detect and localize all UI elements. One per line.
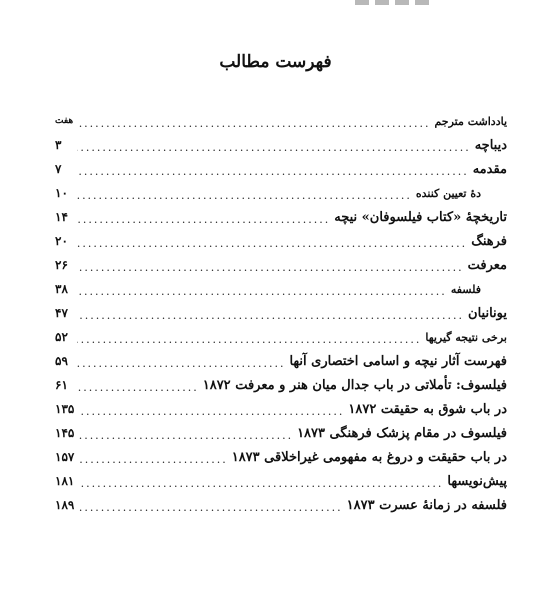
page-title: فهرست مطالب [219, 52, 332, 72]
toc-leader-dots [78, 453, 227, 466]
toc-leader-dots [77, 333, 421, 346]
toc-entry-page: ۳ [55, 138, 62, 152]
toc-entry-page: ۱۸۹ [55, 498, 75, 512]
toc-leader-dots [77, 237, 467, 250]
toc-entry-page: ۱۴۵ [55, 426, 75, 440]
toc-entry[interactable] [55, 394, 507, 418]
toc-entry-title: یونانیان [468, 306, 507, 321]
top-mark-segment [355, 0, 369, 5]
toc-entry-page: ۱۳۵ [55, 402, 75, 416]
toc-leader-dots [78, 429, 293, 442]
toc-entry-title: دیباچه [474, 138, 507, 153]
toc-entry-page: ۵۲ [55, 330, 68, 344]
toc-leader-dots [77, 357, 285, 370]
toc-leader-dots [77, 117, 430, 130]
toc-leader-dots [78, 501, 342, 514]
toc-entry[interactable] [55, 202, 507, 226]
toc-entry-page: ۶۱ [55, 378, 68, 392]
toc-entry-title: در باب حقیقت و دروغ به مفهومی غیراخلاقی ۱۸۷۳ [231, 450, 507, 465]
toc-leader-dots [77, 285, 447, 298]
toc-entry[interactable] [55, 250, 507, 274]
toc-entry-title: تاریخچهٔ «کتاب فیلسوفان» نیچه [334, 210, 507, 225]
toc-entry-page: ۱۸۱ [55, 474, 75, 488]
toc-entry-title: معرفت [467, 258, 507, 273]
toc-entry-page: ۴۷ [55, 306, 68, 320]
toc-leader-dots [77, 165, 469, 178]
toc-entry[interactable] [55, 154, 507, 178]
toc-entry-title: برخی نتیجه گیریها [425, 331, 507, 344]
toc-entry[interactable] [55, 346, 507, 370]
toc-entry-title: دهٔ تعیین کننده [415, 187, 481, 200]
toc-entry[interactable] [55, 442, 507, 466]
toc-entry[interactable] [55, 466, 507, 490]
toc-entry-title: فلسفه در زمانهٔ عسرت ۱۸۷۳ [346, 498, 507, 513]
toc-entry-title: در باب شوق به حقیقت ۱۸۷۲ [348, 402, 507, 417]
toc-entry-page: ۱۴ [55, 210, 68, 224]
toc-entry-title: یادداشت مترجم [434, 115, 507, 128]
table-of-contents [55, 106, 507, 514]
toc-leader-dots [77, 213, 330, 226]
toc-entry[interactable] [55, 274, 507, 298]
toc-entry-page: ۱۵۷ [55, 450, 75, 464]
toc-entry-page: ۷ [55, 162, 62, 176]
toc-entry-page: هفت [55, 116, 74, 126]
toc-entry-title: پیش‌نویسها [447, 474, 507, 489]
toc-entry-page: ۳۸ [55, 282, 68, 296]
toc-entry-page: ۲۰ [55, 234, 68, 248]
toc-entry[interactable] [55, 418, 507, 442]
toc-entry[interactable] [55, 298, 507, 322]
toc-entry[interactable] [55, 106, 507, 130]
toc-entry-page: ۱۰ [55, 186, 68, 200]
toc-entry[interactable] [55, 130, 507, 154]
toc-leader-dots [78, 477, 443, 490]
top-mark-segment [375, 0, 389, 5]
toc-leader-dots [77, 381, 199, 394]
page-top-mark [355, 0, 435, 6]
toc-leader-dots [77, 189, 412, 202]
toc-entry-page: ۲۶ [55, 258, 68, 272]
toc-entry-page: ۵۹ [55, 354, 68, 368]
toc-leader-dots [78, 405, 344, 418]
toc-entry-title: مقدمه [472, 162, 507, 177]
toc-entry[interactable] [55, 322, 507, 346]
toc-entry[interactable] [55, 490, 507, 514]
toc-entry-title: فیلسوف در مقام پزشک فرهنگی ۱۸۷۳ [297, 426, 507, 441]
toc-leader-dots [77, 141, 471, 154]
top-mark-segment [395, 0, 409, 5]
toc-entry[interactable] [55, 178, 507, 202]
toc-entry-title: فلسفه [450, 283, 481, 296]
top-mark-segment [415, 0, 429, 5]
toc-entry-title: فرهنگ [471, 234, 507, 249]
toc-entry[interactable] [55, 370, 507, 394]
toc-leader-dots [77, 309, 464, 322]
toc-entry-title: فیلسوف: تأملاتی در باب جدال میان هنر و معرفت ۱۸۷۲ [202, 378, 507, 393]
toc-entry[interactable] [55, 226, 507, 250]
toc-leader-dots [77, 261, 464, 274]
toc-entry-title: فهرست آثار نیچه و اسامی اختصاری آنها [289, 354, 507, 369]
